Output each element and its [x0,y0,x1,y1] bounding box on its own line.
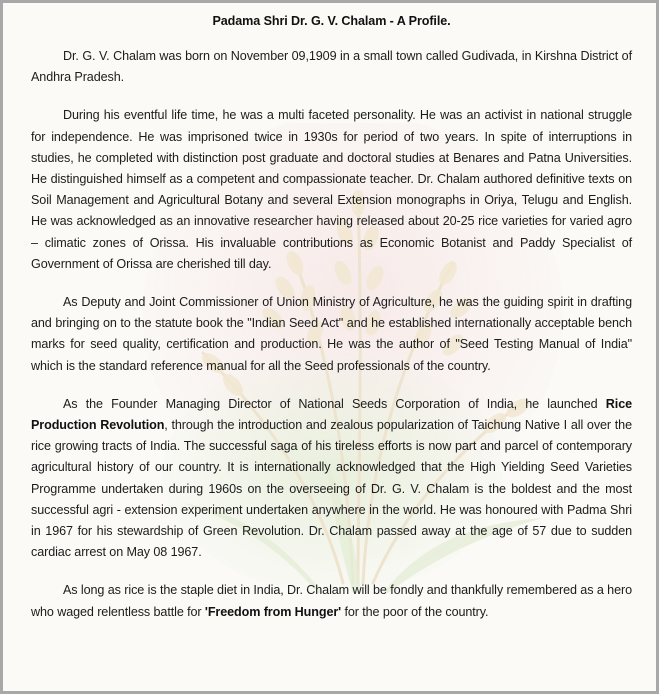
paragraph-birth: Dr. G. V. Chalam was born on November 09,1909 in a small town called Gudivada, in Kirshna District of Andhra Pradesh. [31,49,632,85]
paragraph-legacy-lead: As long as rice is the staple diet in India, Dr. Chalam will be fondly and thankfully remembered as a hero who waged relentless battle for [31,583,632,619]
paragraph-legacy [31,580,632,622]
rice-production-revolution-emphasis: Rice Production Revolution [31,396,632,433]
paragraph-rice-revolution-lead: As the Founder Managing Director of National Seeds Corporation of India, he launched [63,396,606,411]
freedom-from-hunger-emphasis: 'Freedom from Hunger' [204,604,342,619]
paragraph-rice-revolution [31,394,632,564]
paragraph-seed-act: As Deputy and Joint Commissioner of Union Ministry of Agriculture, he was the guiding spirit in drafting and bringing on to the statute book the "Indian Seed Act" and he established internationally acceptable bench marks for seed quality, certification and production. He was the author of "Seed Testing Manual of India" which is the standard reference manual for all the Seed professionals of the country. [31,295,632,373]
document-body [3,3,656,691]
paragraph-legacy-rest: for the poor of the country. [341,604,489,619]
paragraph-rice-revolution-rest: , through the introduction and zealous popularization of Taichung Native I all over the rice growing tracts of India. The successful saga of his tireless efforts is now part and parcel of contemporary agricultural history of our country. It is internationally acknowledged that the High Yielding Seed Varieties Programme undertaken during 1960s on the overseeing of Dr. G. V. Chalam is the boldest and the most successful agri - extension experiment undertaken anywhere in the world. He was honoured with Padma Shri in 1967 for his stewardship of Green Revolution. Dr. Chalam passed away at the age of 57 due to sudden cardiac arrest on May 08 1967. [31,418,632,560]
paragraph-career: During his eventful life time, he was a multi faceted personality. He was an activist in national struggle for independence. He was imprisoned twice in 1930s for period of two years. In spite of interruptions in studies, he completed with distinction post graduate and doctoral studies at Benares and Patna Universities. He distinguished himself as a competent and compassionate teacher. Dr. Chalam authored definitive texts on Soil Management and Agricultural Botany and several Extension monographs in Oriya, Telugu and English. He was acknowledged as an innovative researcher having released about 20-25 rice varieties for varied agro – climatic zones of Orissa. His invaluable contributions as Economic Botanist and Paddy Specialist of Government of Orissa are cherished till day. [31,108,632,271]
page-title: Padama Shri Dr. G. V. Chalam - A Profile. [212,14,451,28]
